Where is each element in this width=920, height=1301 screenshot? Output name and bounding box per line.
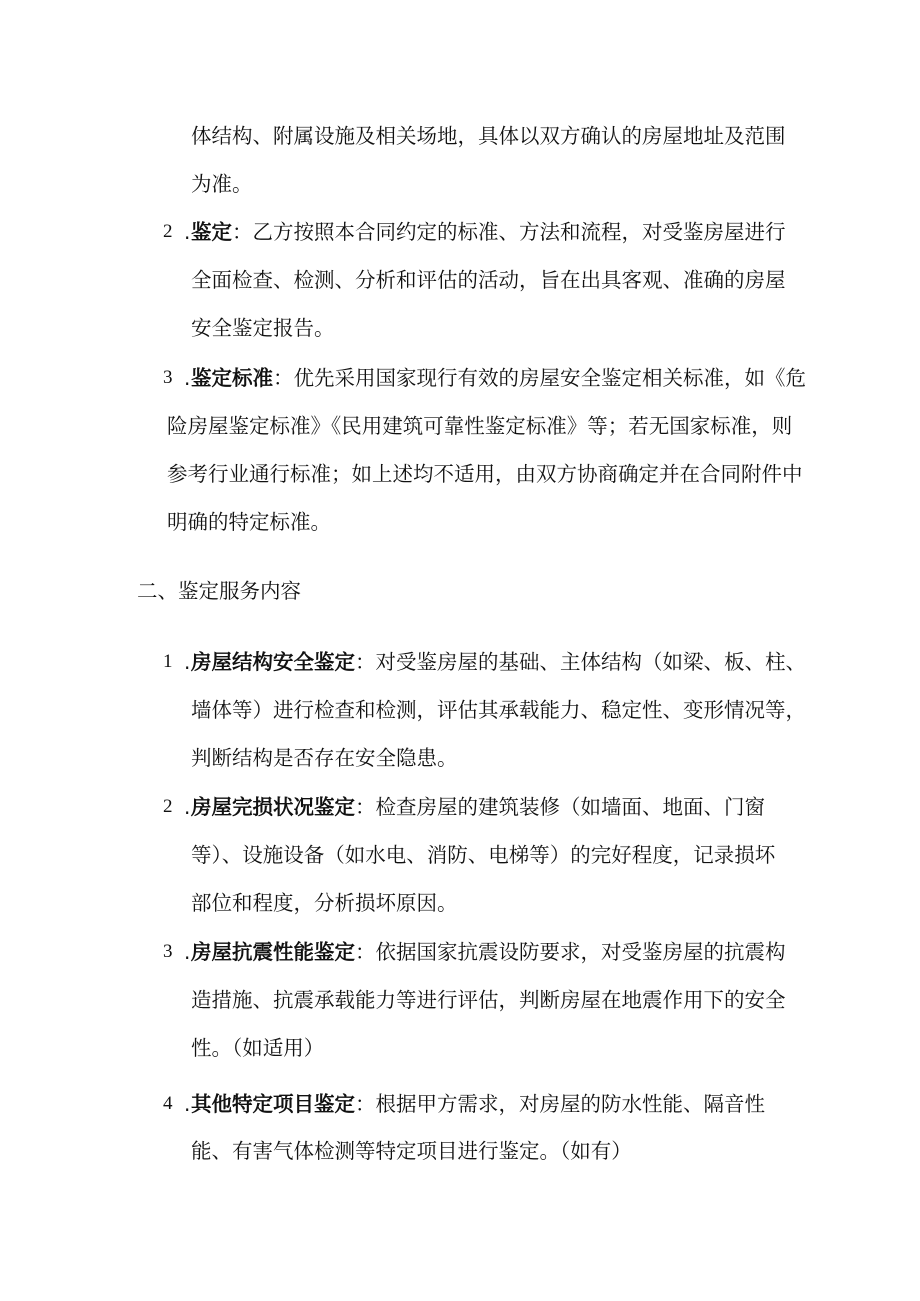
definition-line: 安全鉴定报告。 bbox=[191, 316, 335, 340]
intro-line-2: 为准。 bbox=[191, 172, 253, 196]
definition-line: 参考行业通行标准；如上述均不适用，由双方协商确定并在合同附件中 bbox=[167, 462, 803, 486]
intro-line-1: 体结构、附属设施及相关场地，具体以双方确认的房屋地址及范围 bbox=[191, 124, 786, 148]
number-dot: . bbox=[184, 1092, 191, 1116]
item-line: 判断结构是否存在安全隐患。 bbox=[191, 746, 458, 770]
item-text: ：依据国家抗震设防要求，对受鉴房屋的抗震构 bbox=[355, 940, 786, 964]
item-line: 能、有害气体检测等特定项目进行鉴定。（如有） bbox=[191, 1139, 632, 1163]
item-line: 造措施、抗震承载能力等进行评估，判断房屋在地震作用下的安全 bbox=[191, 988, 786, 1012]
item-line bbox=[191, 793, 765, 821]
item-number: 1 bbox=[163, 651, 173, 672]
definition-term: 鉴定标准 bbox=[191, 366, 273, 390]
section-heading: 二、鉴定服务内容 bbox=[137, 579, 301, 603]
definition-line: 险房屋鉴定标准》《民用建筑可靠性鉴定标准》等；若无国家标准，则 bbox=[167, 414, 793, 438]
definition-text: ：优先采用国家现行有效的房屋安全鉴定相关标准，如《危 bbox=[273, 366, 806, 390]
definition-line bbox=[191, 364, 806, 392]
item-number: 2 bbox=[163, 796, 173, 817]
item-number: 4 bbox=[163, 1093, 173, 1114]
item-text: ：对受鉴房屋的基础、主体结构（如梁、板、柱、 bbox=[355, 650, 806, 674]
item-text: ：根据甲方需求，对房屋的防水性能、隔音性 bbox=[355, 1092, 765, 1116]
item-line: 部位和程度，分析损坏原因。 bbox=[191, 891, 458, 915]
number-dot: . bbox=[184, 795, 191, 819]
item-line bbox=[191, 938, 786, 966]
definition-line: 明确的特定标准。 bbox=[167, 510, 331, 534]
definition-line bbox=[191, 218, 786, 246]
number-dot: . bbox=[184, 940, 191, 964]
item-line bbox=[191, 1090, 765, 1118]
number-dot: . bbox=[184, 220, 191, 244]
item-line bbox=[191, 648, 806, 676]
definition-number: 3 bbox=[163, 367, 173, 388]
item-text: ：检查房屋的建筑装修（如墙面、地面、门窗 bbox=[355, 795, 765, 819]
item-term: 房屋抗震性能鉴定 bbox=[191, 940, 355, 964]
item-line: 性。（如适用） bbox=[191, 1036, 325, 1060]
item-number: 3 bbox=[163, 941, 173, 962]
definition-text: ：乙方按照本合同约定的标准、方法和流程，对受鉴房屋进行 bbox=[232, 220, 786, 244]
definition-line: 全面检查、检测、分析和评估的活动，旨在出具客观、准确的房屋 bbox=[191, 268, 786, 292]
item-term: 房屋结构安全鉴定 bbox=[191, 650, 355, 674]
definition-term: 鉴定 bbox=[191, 220, 232, 244]
definition-number: 2 bbox=[163, 221, 173, 242]
item-line: 等）、设施设备（如水电、消防、电梯等）的完好程度，记录损坏 bbox=[191, 843, 776, 867]
item-term: 其他特定项目鉴定 bbox=[191, 1092, 355, 1116]
number-dot: . bbox=[184, 366, 191, 390]
number-dot: . bbox=[184, 650, 191, 674]
item-line: 墙体等）进行检查和检测，评估其承载能力、稳定性、变形情况等， bbox=[191, 698, 806, 722]
item-term: 房屋完损状况鉴定 bbox=[191, 795, 355, 819]
